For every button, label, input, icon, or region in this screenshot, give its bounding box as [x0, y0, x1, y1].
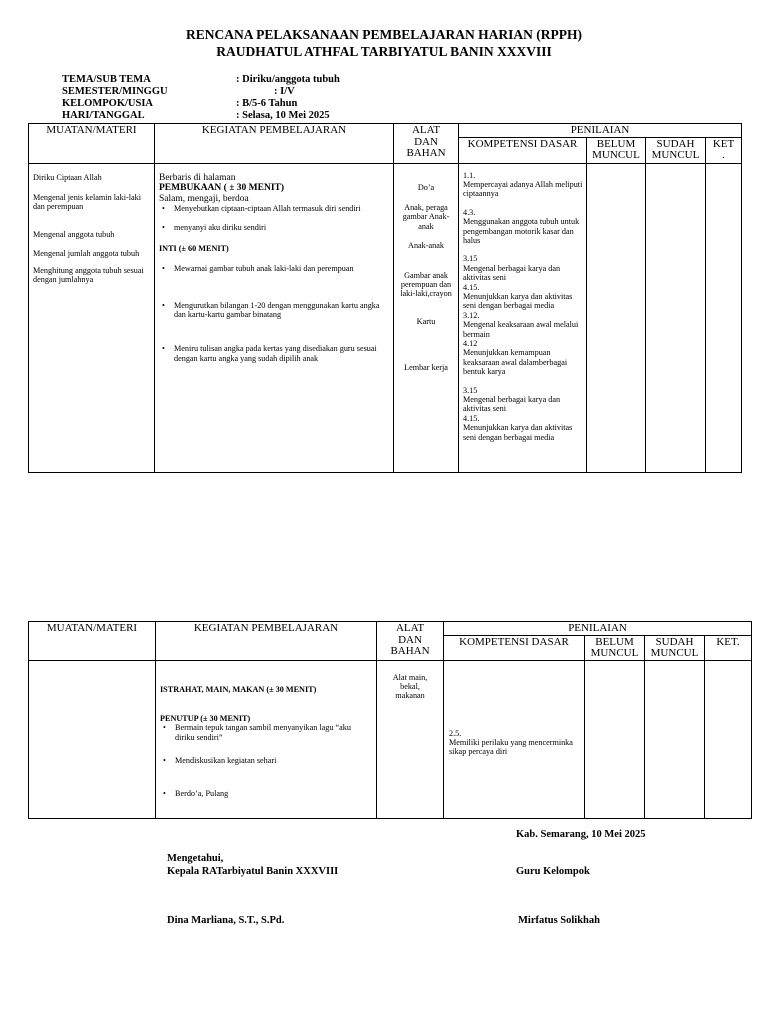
rpph-table-2	[28, 621, 752, 819]
penutup-item: • Mendiskusikan kegiatan sehari	[160, 756, 372, 765]
kd-text: Menunjukkan karya dan aktivitas seni dengan berbagai media	[463, 423, 573, 442]
place-date: Kab. Semarang, 10 Mei 2025	[516, 829, 646, 840]
header-alat: ALAT DAN BAHAN	[377, 622, 444, 661]
alat-item: Do’a	[417, 182, 435, 192]
salam-text: Salam, mengaji, berdoa	[159, 193, 249, 204]
pembukaan-item: • Menyebutkan ciptaan-ciptaan Allah termasuk diri sendiri	[159, 204, 389, 213]
kd-code: 4.12	[463, 339, 478, 348]
kegiatan-cell	[156, 660, 377, 818]
inti-item: • Meniru tulisan angka pada kertas yang disediakan guru sesuai dengan kartu angka yang sudah dipilih anak	[159, 344, 389, 363]
kd-text: Mengenal keaksaraan awal melalui bermain	[463, 320, 579, 339]
header-penilaian: PENILAIAN	[459, 124, 742, 138]
header-belum-muncul: BELUM MUNCUL	[585, 635, 645, 660]
header-muatan: MUATAN/MATERI	[29, 622, 156, 661]
inti-heading: INTI (± 60 MENIT)	[159, 243, 229, 253]
header-belum-muncul: BELUM MUNCUL	[587, 137, 646, 163]
kd-text: Menunjukkan karya dan aktivitas seni dengan berbagai media	[463, 291, 573, 311]
pembukaan-heading: PEMBUKAAN ( ± 30 MENIT)	[159, 183, 285, 193]
kd-code: 2.5.	[449, 728, 462, 738]
alat-cell: Alat main, bekal, makanan	[377, 660, 444, 818]
ket-cell	[706, 163, 742, 472]
kd-code: 4.15.	[463, 282, 480, 292]
header-alat: ALAT DAN BAHAN	[394, 124, 459, 164]
muatan-item: Mengenal anggota tubuh	[33, 229, 115, 239]
pembukaan-item: • menyanyi aku diriku sendiri	[159, 223, 389, 232]
belum-muncul-cell	[587, 163, 646, 472]
header-kegiatan: KEGIATAN PEMBELAJARAN	[156, 622, 377, 661]
kd-text: Menggunakan anggota tubuh untuk pengembangan motorik kasar dan halus	[463, 217, 580, 245]
header-kegiatan: KEGIATAN PEMBELAJARAN	[155, 124, 394, 164]
kd-text: Mengenal berbagai karya dan aktivitas seni	[463, 395, 561, 414]
meta-value-semester: : I/V	[274, 86, 295, 97]
meta-label-tema: TEMA/SUB TEMA	[62, 74, 151, 85]
school-name: RAUDHATUL ATHFAL TARBIYATUL BANIN XXXVIII	[216, 44, 552, 59]
alat-item: Lembar kerja	[404, 363, 448, 373]
meta-label-hari: HARI/TANGGAL	[62, 110, 145, 121]
belum-muncul-cell	[585, 660, 645, 818]
penutup-item: • Bermain tepuk tangan sambil menyanyikan lagu “aku diriku sendiri”	[160, 723, 372, 742]
penutup-item: • Berdo’a, Pulang	[160, 789, 372, 798]
kompetensi-dasar-cell	[459, 163, 587, 472]
kd-text: Memiliki perilaku yang mencerminka sikap percaya diri	[449, 737, 573, 757]
kd-text: Mempercayai adanya Allah meliputi ciptaannya	[463, 179, 583, 199]
muatan-cell	[29, 163, 155, 472]
alat-item: Anak, peraga gambar Anak-anak	[402, 202, 450, 231]
header-kompetensi-dasar: KOMPETENSI DASAR	[459, 137, 587, 163]
kd-code: 3.15	[463, 385, 478, 395]
istirahat-heading: ISTRAHAT, MAIN, MAKAN (± 30 MENIT)	[160, 684, 317, 694]
kd-text: Mengenal berbagai karya dan aktivitas seni	[463, 263, 561, 283]
ket-cell	[705, 660, 752, 818]
kd-code: 4.15.	[463, 413, 480, 423]
meta-value-hari: : Selasa, 10 Mei 2025	[236, 110, 330, 121]
inti-item: • Mewarnai gambar tubuh anak laki-laki dan perempuan	[159, 264, 389, 273]
meta-value-kelompok: : B/5-6 Tahun	[236, 98, 298, 109]
kd-code: 3.12.	[463, 310, 480, 320]
muatan-item: Mengenal jenis kelamin laki-laki dan perempuan	[33, 192, 141, 212]
guru-title: Guru Kelompok	[516, 866, 590, 877]
header-kompetensi-dasar: KOMPETENSI DASAR	[444, 635, 585, 660]
inti-item: • Mengurutkan bilangan 1-20 dengan menggunakan kartu angka dan kartu-kartu gambar binatang	[159, 301, 389, 320]
kegiatan-cell	[155, 163, 394, 472]
alat-cell	[394, 163, 459, 472]
alat-item: Gambar anak perempuan dan laki-laki,crayon	[400, 270, 452, 299]
header-penilaian: PENILAIAN	[444, 622, 752, 636]
sudah-muncul-cell	[646, 163, 706, 472]
meta-label-kelompok: KELOMPOK/USIA	[62, 98, 154, 109]
header-sudah-muncul: SUDAH MUNCUL	[645, 635, 705, 660]
meta-value-tema: : Diriku/anggota tubuh	[236, 74, 340, 85]
muatan-cell	[29, 660, 156, 818]
meta-label-semester: SEMESTER/MINGGU	[62, 86, 168, 97]
mengetahui-label: Mengetahui,	[167, 853, 224, 864]
header-muatan: MUATAN/MATERI	[29, 124, 155, 164]
kd-code: 4.3.	[463, 207, 476, 217]
kd-code: 3.15	[463, 254, 478, 264]
guru-name: Mirfatus Solikhah	[518, 915, 600, 926]
kegiatan-intro: Berbaris di halaman	[159, 172, 236, 183]
kepala-name: Dina Marliana, S.T., S.Pd.	[167, 915, 285, 926]
kompetensi-dasar-cell	[444, 660, 585, 818]
header-ket: KET.	[705, 635, 752, 660]
document-title: RENCANA PELAKSANAAN PEMBELAJARAN HARIAN (RPPH)	[185, 27, 582, 42]
rpph-table-1	[28, 123, 742, 473]
alat-item: Kartu	[416, 316, 436, 326]
header-ket: KET .	[706, 137, 742, 163]
sudah-muncul-cell	[645, 660, 705, 818]
header-sudah-muncul: SUDAH MUNCUL	[646, 137, 706, 163]
alat-item: Anak-anak	[408, 241, 444, 251]
penutup-heading: PENUTUP (± 30 MENIT)	[160, 713, 251, 723]
muatan-item: Mengenal jumlah anggota tubuh	[33, 249, 140, 259]
muatan-item: Menghitung anggota tubuh sesuai dengan jumlahnya	[33, 265, 144, 284]
kd-code: 1.1.	[463, 170, 476, 180]
kepala-title: Kepala RATarbiyatul Banin XXXVIII	[167, 866, 339, 877]
muatan-item: Diriku Ciptaan Allah	[33, 172, 102, 182]
kd-text: Menunjukkan kemampuan keaksaraan awal dalamberbagai bentuk karya	[463, 348, 568, 377]
